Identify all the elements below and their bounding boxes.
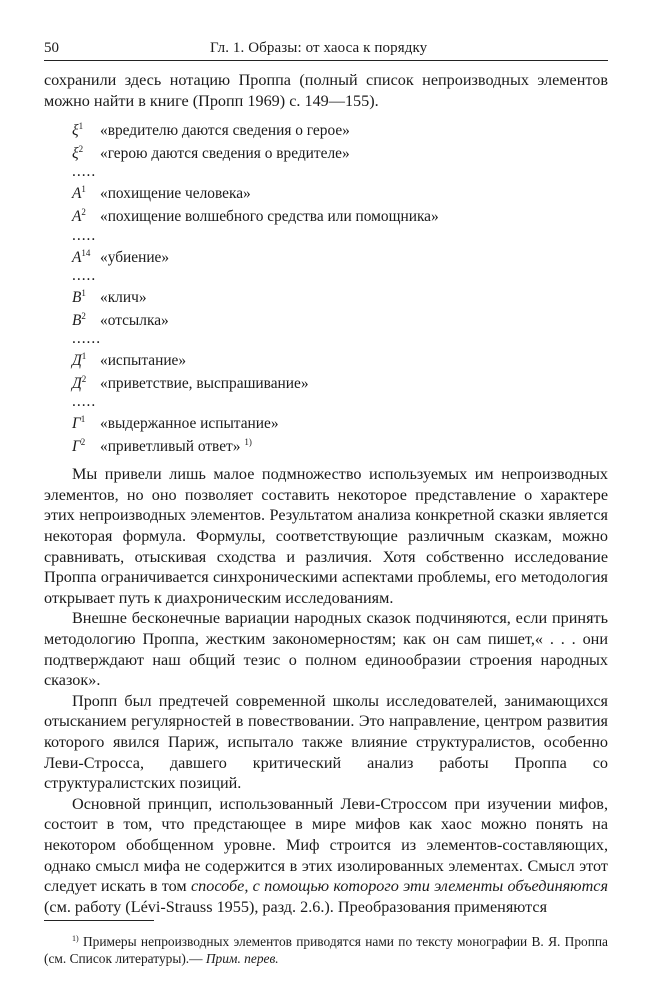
paragraph-levi-strauss-italic: способе, с помощью которого эти элементы объединяются <box>190 877 608 896</box>
element-list <box>44 117 608 456</box>
list-item <box>72 370 608 393</box>
footnote-reference: 1) <box>244 437 252 448</box>
paragraph-levi-strauss-start: Основной принцип, использованный Леви-Строссом при изучении мифов, состоит в том, что предстающее в мире мифов как хаос можно понять на некотором обобщенном уровне. Миф строится из элементов-составляющих, однако смысл мифа не содержится в этих изолированных элементах. Смысл этот следует искать в том <box>44 794 608 896</box>
list-item-symbol <box>72 307 100 330</box>
paragraph-levi-strauss <box>44 794 608 918</box>
list-item <box>72 203 608 226</box>
list-separator: ...... <box>72 329 102 347</box>
list-separator: ..... <box>72 266 97 284</box>
list-item-index: 14 <box>81 247 91 258</box>
list-item-symbol <box>72 433 100 456</box>
list-item-index: 2 <box>78 144 84 155</box>
list-item <box>72 433 608 456</box>
list-item-text: «приветствие, выспрашивание» <box>100 374 309 392</box>
list-item-letter: A <box>72 185 82 203</box>
paragraph-propp-school: Пропп был предтечей современной школы исследователей, занимающихся отысканием регулярностей в повествовании. Это направление, центром развития которого явился Париж, испытало также влияние структуралистов, особенно Леви-Стросса, давшего критический анализ работы Проппа со структуралистских позиций. <box>44 691 608 793</box>
list-item-letter: ξ <box>72 122 79 140</box>
list-item <box>72 410 608 433</box>
list-item-letter: Г <box>72 415 81 433</box>
list-item <box>72 284 608 307</box>
list-item-letter: B <box>72 288 82 306</box>
list-item-letter: A <box>72 208 82 226</box>
list-item-text: «выдержанное испытание» <box>100 415 279 433</box>
paragraph-levi-strauss-end: (см. работу (Lévi-Strauss 1955), разд. 2.6.). Преобразования применяются <box>44 897 548 916</box>
list-item-letter: ξ <box>72 145 79 163</box>
list-item-symbol <box>72 284 100 307</box>
list-item-text: «герою даются сведения о вредителе» <box>100 145 350 163</box>
list-item-symbol <box>72 244 100 267</box>
list-item-letter: Г <box>72 438 81 456</box>
list-item-text: «испытание» <box>100 351 187 369</box>
page-number: 50 <box>44 40 59 56</box>
list-separator: ..... <box>72 226 97 244</box>
list-item-index: 1 <box>78 121 84 132</box>
list-item <box>72 180 608 203</box>
list-item-letter: B <box>72 311 82 329</box>
list-item-index: 1 <box>81 184 86 195</box>
list-item-letter: Д <box>72 351 82 369</box>
list-separator: ..... <box>72 163 97 181</box>
list-item <box>72 244 608 267</box>
footnote-italic: Прим. перев. <box>205 951 279 966</box>
list-item-index: 1 <box>80 414 86 425</box>
list-item-index: 2 <box>81 310 86 321</box>
list-item-letter: Д <box>72 374 82 392</box>
list-item-text: «отсылка» <box>100 311 169 329</box>
list-item-symbol <box>72 203 100 226</box>
list-item-index: 2 <box>80 437 86 448</box>
body-text <box>44 70 608 917</box>
paragraph-subset: Мы привели лишь малое подмножество используемых им непроизводных элементов, но оно позволяет составить некоторое представление о характере этих непроизводных элементов. Результатом анализа конкретной сказки является некоторая формула. Формулы, соответствующие различным сказкам, можно сравнивать, отыскивая сходства и различия. Хотя собственно исследование Проппа ограничивается синхроническими аспектами проблемы, его методология открывает путь к диахроническим исследованиям. <box>44 465 608 607</box>
list-item-symbol <box>72 410 100 433</box>
list-item-index: 1 <box>81 350 87 361</box>
running-title: Гл. 1. Образы: от хаоса к порядку <box>210 40 428 56</box>
list-item-text: «убиение» <box>100 248 170 266</box>
list-item <box>72 140 608 163</box>
list-item-symbol <box>72 370 100 393</box>
footnote-marker: 1) <box>72 934 79 943</box>
intro-paragraph: сохранили здесь нотацию Проппа (полный список непроизводных элементов можно найти в книге (Пропп 1969) с. 149—155). <box>44 71 608 110</box>
list-item-index: 2 <box>81 373 87 384</box>
list-item-index: 1 <box>81 287 86 298</box>
list-item <box>72 347 608 370</box>
footnote <box>44 930 608 967</box>
running-head <box>44 38 608 61</box>
list-item-symbol <box>72 140 100 163</box>
list-item-text: «вредителю даются сведения о герое» <box>100 122 350 140</box>
list-item-symbol <box>72 117 100 140</box>
list-item-symbol <box>72 347 100 370</box>
list-item-text: «приветливый ответ» <box>100 438 241 456</box>
list-separator: ..... <box>72 393 97 411</box>
list-item-text: «похищение волшебного средства или помощника» <box>100 208 439 226</box>
footnote-rule <box>44 920 154 921</box>
list-item-letter: A <box>72 248 82 266</box>
list-item <box>72 117 608 140</box>
paragraph-variations: Внешне бесконечные вариации народных сказок подчиняются, если принять методологию Проппа, жестким закономерностям; как он сам пишет,« . . . они подтверждают наш общий тезис о полном единообразии строения народных сказок». <box>44 609 608 690</box>
footnote-text: Примеры непроизводных элементов приводятся нами по тексту монографии В. Я. Проппа (см. Список литературы).— <box>44 934 608 966</box>
list-item-index: 2 <box>81 207 86 218</box>
list-item <box>72 307 608 330</box>
list-item-text: «похищение человека» <box>100 185 251 203</box>
list-item-text: «клич» <box>100 288 147 306</box>
list-item-symbol <box>72 180 100 203</box>
